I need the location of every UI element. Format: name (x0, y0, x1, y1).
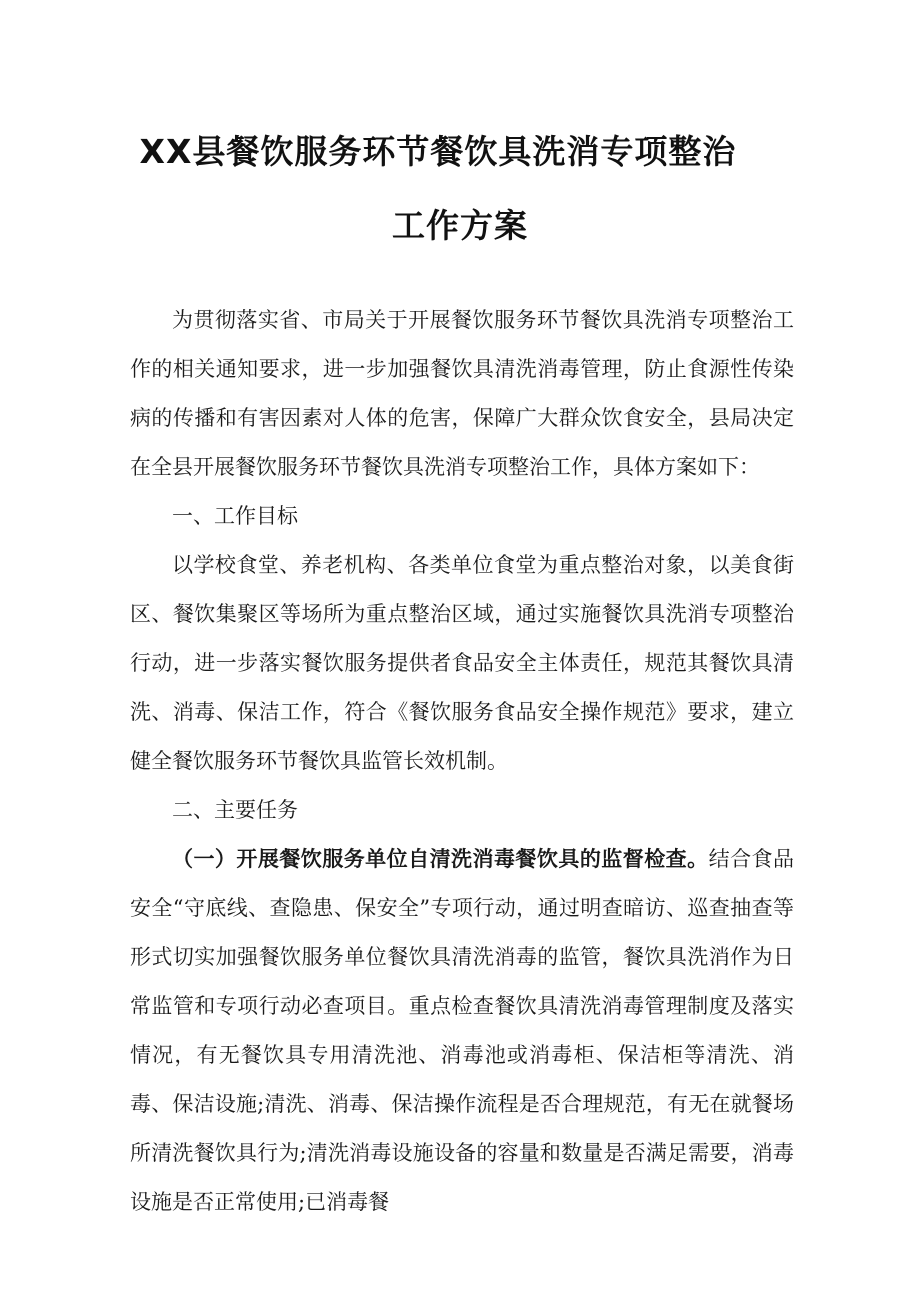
item1-body: 结合食品安全“守底线、查隐患、保安全”专项行动，通过明查暗访、巡查抽查等形式切实加强餐饮服务单位餐饮具清洗消毒的监管，餐饮具洗消作为日常监管和专项行动必查项目。重点检查餐饮具清洗消毒管理制度及落实情况，有无餐饮具专用清洗池、消毒池或消毒柜、保洁柜等清洗、消毒、保洁设施;清洗、消毒、保洁操作流程是否合理规范，有无在就餐场所清洗餐饮具行为;清洗消毒设施设备的容量和数量是否满足需要，消毒设施是否正常使用;已消毒餐 (130, 847, 795, 1214)
section2-heading: 二、主要任务 (172, 798, 298, 822)
intro-paragraph: 为贯彻落实省、市局关于开展餐饮服务环节餐饮具洗消专项整治工作的相关通知要求，进一步加强餐饮具清洗消毒管理，防止食源性传染病的传播和有害因素对人体的危害，保障广大群众饮食安全，县局决定在全县开展餐饮服务环节餐饮具洗消专项整治工作，具体方案如下： (130, 308, 794, 479)
document-title-line1: XX县餐饮服务环节餐饮具洗消专项整治 (139, 132, 737, 171)
item1-heading: （一）开展餐饮服务单位自清洗消毒餐饮具的监督检查。 (172, 847, 709, 871)
document-body (130, 296, 794, 1227)
item1-paragraph (130, 835, 794, 1227)
document-title-line2: 工作方案 (392, 206, 528, 245)
section1-heading: 一、工作目标 (172, 504, 298, 528)
section1-paragraph: 以学校食堂、养老机构、各类单位食堂为重点整治对象，以美食街区、餐饮集聚区等场所为重点整治区域，通过实施餐饮具洗消专项整治行动，进一步落实餐饮服务提供者食品安全主体责任，规范其餐饮具清洗、消毒、保洁工作，符合《餐饮服务食品安全操作规范》要求，建立健全餐饮服务环节餐饮具监管长效机制。 (130, 553, 794, 773)
